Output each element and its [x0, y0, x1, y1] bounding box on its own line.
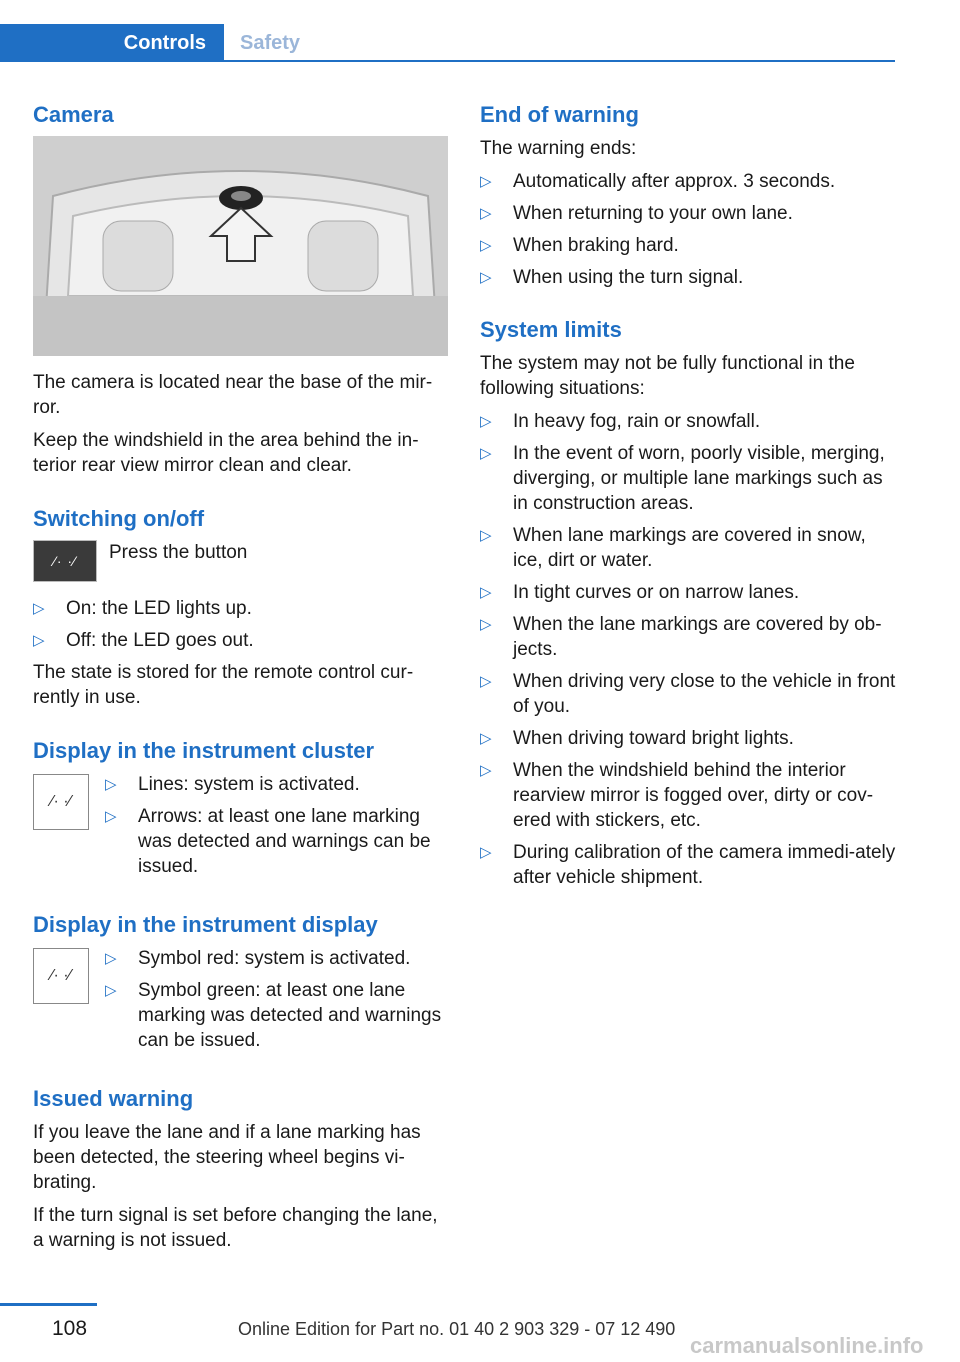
triangle-bullet-icon: ▷ [480, 844, 492, 861]
triangle-bullet-icon: ▷ [480, 673, 492, 690]
list-item: ▷ When driving very close to the vehicle in front of you. [480, 671, 896, 717]
list-item: ▷ When the windshield behind the interior rearview mirror is fogged over, dirty or cov‐ered with stickers, etc. [480, 760, 874, 831]
state-stored-text: The state is stored for the remote control cur‐rently in use. [33, 662, 414, 708]
triangle-bullet-icon: ▷ [105, 808, 117, 825]
cluster-list [105, 772, 448, 886]
list-item: ▷ Symbol red: system is activated. [105, 948, 411, 969]
list-item: ▷ On: the LED lights up. [33, 598, 252, 619]
windshield-clean-text: Keep the windshield in the area behind the in‐terior rear view mirror clean and clear. [33, 430, 419, 476]
list-item: ▷ When using the turn signal. [480, 267, 744, 288]
press-button-text: Press the button [109, 542, 248, 563]
lane-lines-icon: ⁄· ·⁄ [33, 948, 89, 1004]
tab-controls[interactable]: Controls [0, 24, 224, 62]
list-item: ▷ Automatically after approx. 3 seconds. [480, 171, 836, 192]
display-row [33, 946, 448, 1066]
triangle-bullet-icon: ▷ [33, 632, 45, 649]
list-item: ▷ When lane markings are covered in snow, ice, dirt or water. [480, 525, 866, 571]
triangle-bullet-icon: ▷ [105, 950, 117, 967]
turn-signal-text: If the turn signal is set before changing the lane, a warning is not issued. [33, 1205, 438, 1251]
triangle-bullet-icon: ▷ [105, 776, 117, 793]
top-nav [0, 0, 895, 62]
page-number: 108 [52, 1317, 88, 1340]
cluster-heading: Display in the instrument cluster [33, 738, 375, 763]
lane-lines-icon: ⁄· ·⁄ [33, 774, 89, 830]
end-list [480, 169, 900, 290]
triangle-bullet-icon: ▷ [480, 762, 492, 779]
car-interior-illustration [33, 136, 448, 356]
list-item: ▷ Symbol green: at least one lane marking was detected and warnings can be issued. [105, 980, 442, 1051]
system-limits-heading: System limits [480, 317, 622, 342]
list-item: ▷ Arrows: at least one lane marking was detected and warnings can be issued. [105, 806, 431, 877]
tab-safety[interactable]: Safety [240, 31, 301, 54]
switching-heading: Switching on/off [33, 506, 205, 531]
left-column [33, 100, 448, 1261]
cluster-row [33, 772, 448, 892]
edition-text: Online Edition for Part no. 01 40 2 903 329 - 07 12 490 [238, 1319, 676, 1339]
display-heading: Display in the instrument display [33, 912, 378, 937]
list-item: ▷ In tight curves or on narrow lanes. [480, 582, 800, 603]
right-column [480, 100, 900, 897]
triangle-bullet-icon: ▷ [480, 445, 492, 462]
triangle-bullet-icon: ▷ [480, 173, 492, 190]
list-item: ▷ When returning to your own lane. [480, 203, 793, 224]
camera-location-photo [33, 136, 448, 356]
triangle-bullet-icon: ▷ [480, 730, 492, 747]
list-item: ▷ Lines: system is activated. [105, 774, 360, 795]
page-footer [0, 1303, 960, 1362]
issued-warning-text: If you leave the lane and if a lane marking has been detected, the steering wheel begins vi‐brating. [33, 1122, 421, 1193]
limits-intro: The system may not be fully functional in the following situations: [480, 353, 855, 399]
triangle-bullet-icon: ▷ [480, 616, 492, 633]
triangle-bullet-icon: ▷ [480, 527, 492, 544]
switching-list [33, 596, 448, 653]
triangle-bullet-icon: ▷ [480, 205, 492, 222]
end-of-warning-heading: End of warning [480, 102, 639, 127]
triangle-bullet-icon: ▷ [105, 982, 117, 999]
triangle-bullet-icon: ▷ [33, 600, 45, 617]
list-item: ▷ When the lane markings are covered by ob‐jects. [480, 614, 882, 660]
list-item: ▷ In heavy fog, rain or snowfall. [480, 411, 761, 432]
footer-divider [0, 1303, 97, 1306]
triangle-bullet-icon: ▷ [480, 269, 492, 286]
triangle-bullet-icon: ▷ [480, 237, 492, 254]
end-intro: The warning ends: [480, 138, 637, 159]
watermark: carmanualsonline.info [690, 1333, 924, 1358]
triangle-bullet-icon: ▷ [480, 413, 492, 430]
issued-warning-heading: Issued warning [33, 1086, 194, 1111]
camera-location-text: The camera is located near the base of the mir‐ror. [33, 372, 433, 418]
header-divider [0, 60, 895, 62]
limits-list [480, 409, 900, 890]
list-item: ▷ When driving toward bright lights. [480, 728, 794, 749]
lane-departure-button-icon[interactable]: ⁄· ·⁄ [33, 540, 97, 582]
list-item: ▷ During calibration of the camera immedi‐ately after vehicle shipment. [480, 842, 896, 888]
list-item: ▷ When braking hard. [480, 235, 679, 256]
triangle-bullet-icon: ▷ [480, 584, 492, 601]
list-item: ▷ Off: the LED goes out. [33, 630, 254, 651]
press-button-row [33, 540, 448, 582]
camera-heading: Camera [33, 102, 114, 127]
display-list [105, 946, 448, 1060]
list-item: ▷ In the event of worn, poorly visible, merging, diverging, or multiple lane markings such as in construction areas. [480, 443, 885, 514]
